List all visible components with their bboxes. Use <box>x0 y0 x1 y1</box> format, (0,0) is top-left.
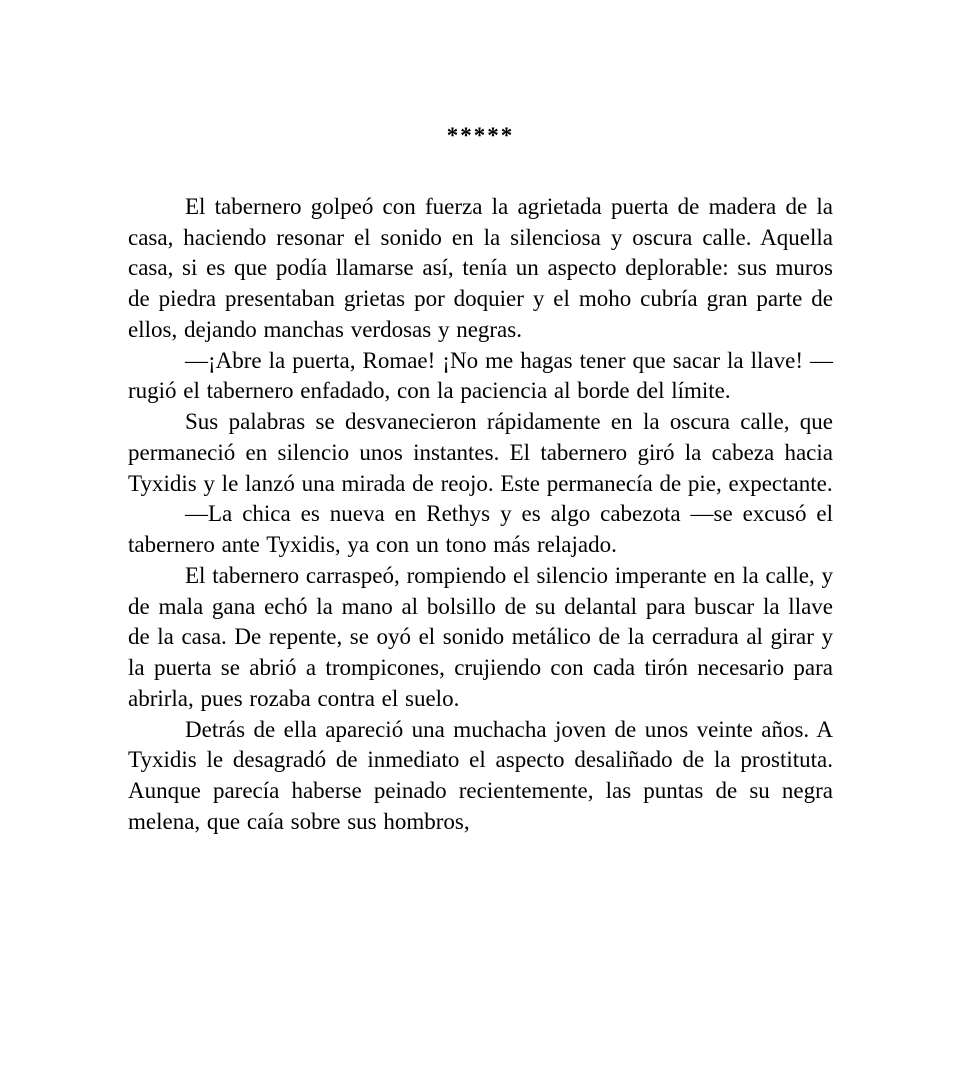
paragraph-3: Sus palabras se desvanecieron rápidamente en la oscura calle, que permaneció en silencio unos instantes. El tabernero giró la cabeza hacia Tyxidis y le lanzó una mirada de reojo. Este permanecía de pie, expectante. <box>128 409 833 496</box>
paragraph-2: —¡Abre la puerta, Romae! ¡No me hagas tener que sacar la llave! —rugió el tabernero enfadado, con la paciencia al borde del límite. <box>128 347 833 404</box>
paragraph-1: El tabernero golpeó con fuerza la agrietada puerta de madera de la casa, haciendo resonar el sonido en la silenciosa y oscura calle. Aquella casa, si es que podía llamarse así, tenía un aspecto deplorable: sus muros de piedra presentaban grietas por doquier y el moho cubría gran parte de ellos, dejando manchas verdosas y negras. <box>128 193 833 342</box>
paragraph-6: Detrás de ella apareció una muchacha joven de unos veinte años. A Tyxidis le desagradó de inmediato el aspecto desaliñado de la prostituta. Aunque parecía haberse peinado recientemente, las puntas de su negra melena, que caía sobre sus hombros, <box>128 716 833 834</box>
section-separator: ***** <box>446 123 515 148</box>
paragraph-4: —La chica es nueva en Rethys y es algo cabezota —se excusó el tabernero ante Tyxidis, ya con un tono más relajado. <box>128 501 833 557</box>
paragraph-5: El tabernero carraspeó, rompiendo el silencio imperante en la calle, y de mala gana echó la mano al bolsillo de su delantal para buscar la llave de la casa. De repente, se oyó el sonido metálico de la cerradura al girar y la puerta se abrió a trompicones, crujiendo con cada tirón necesario para abrirla, pues rozaba contra el suelo. <box>128 562 833 711</box>
